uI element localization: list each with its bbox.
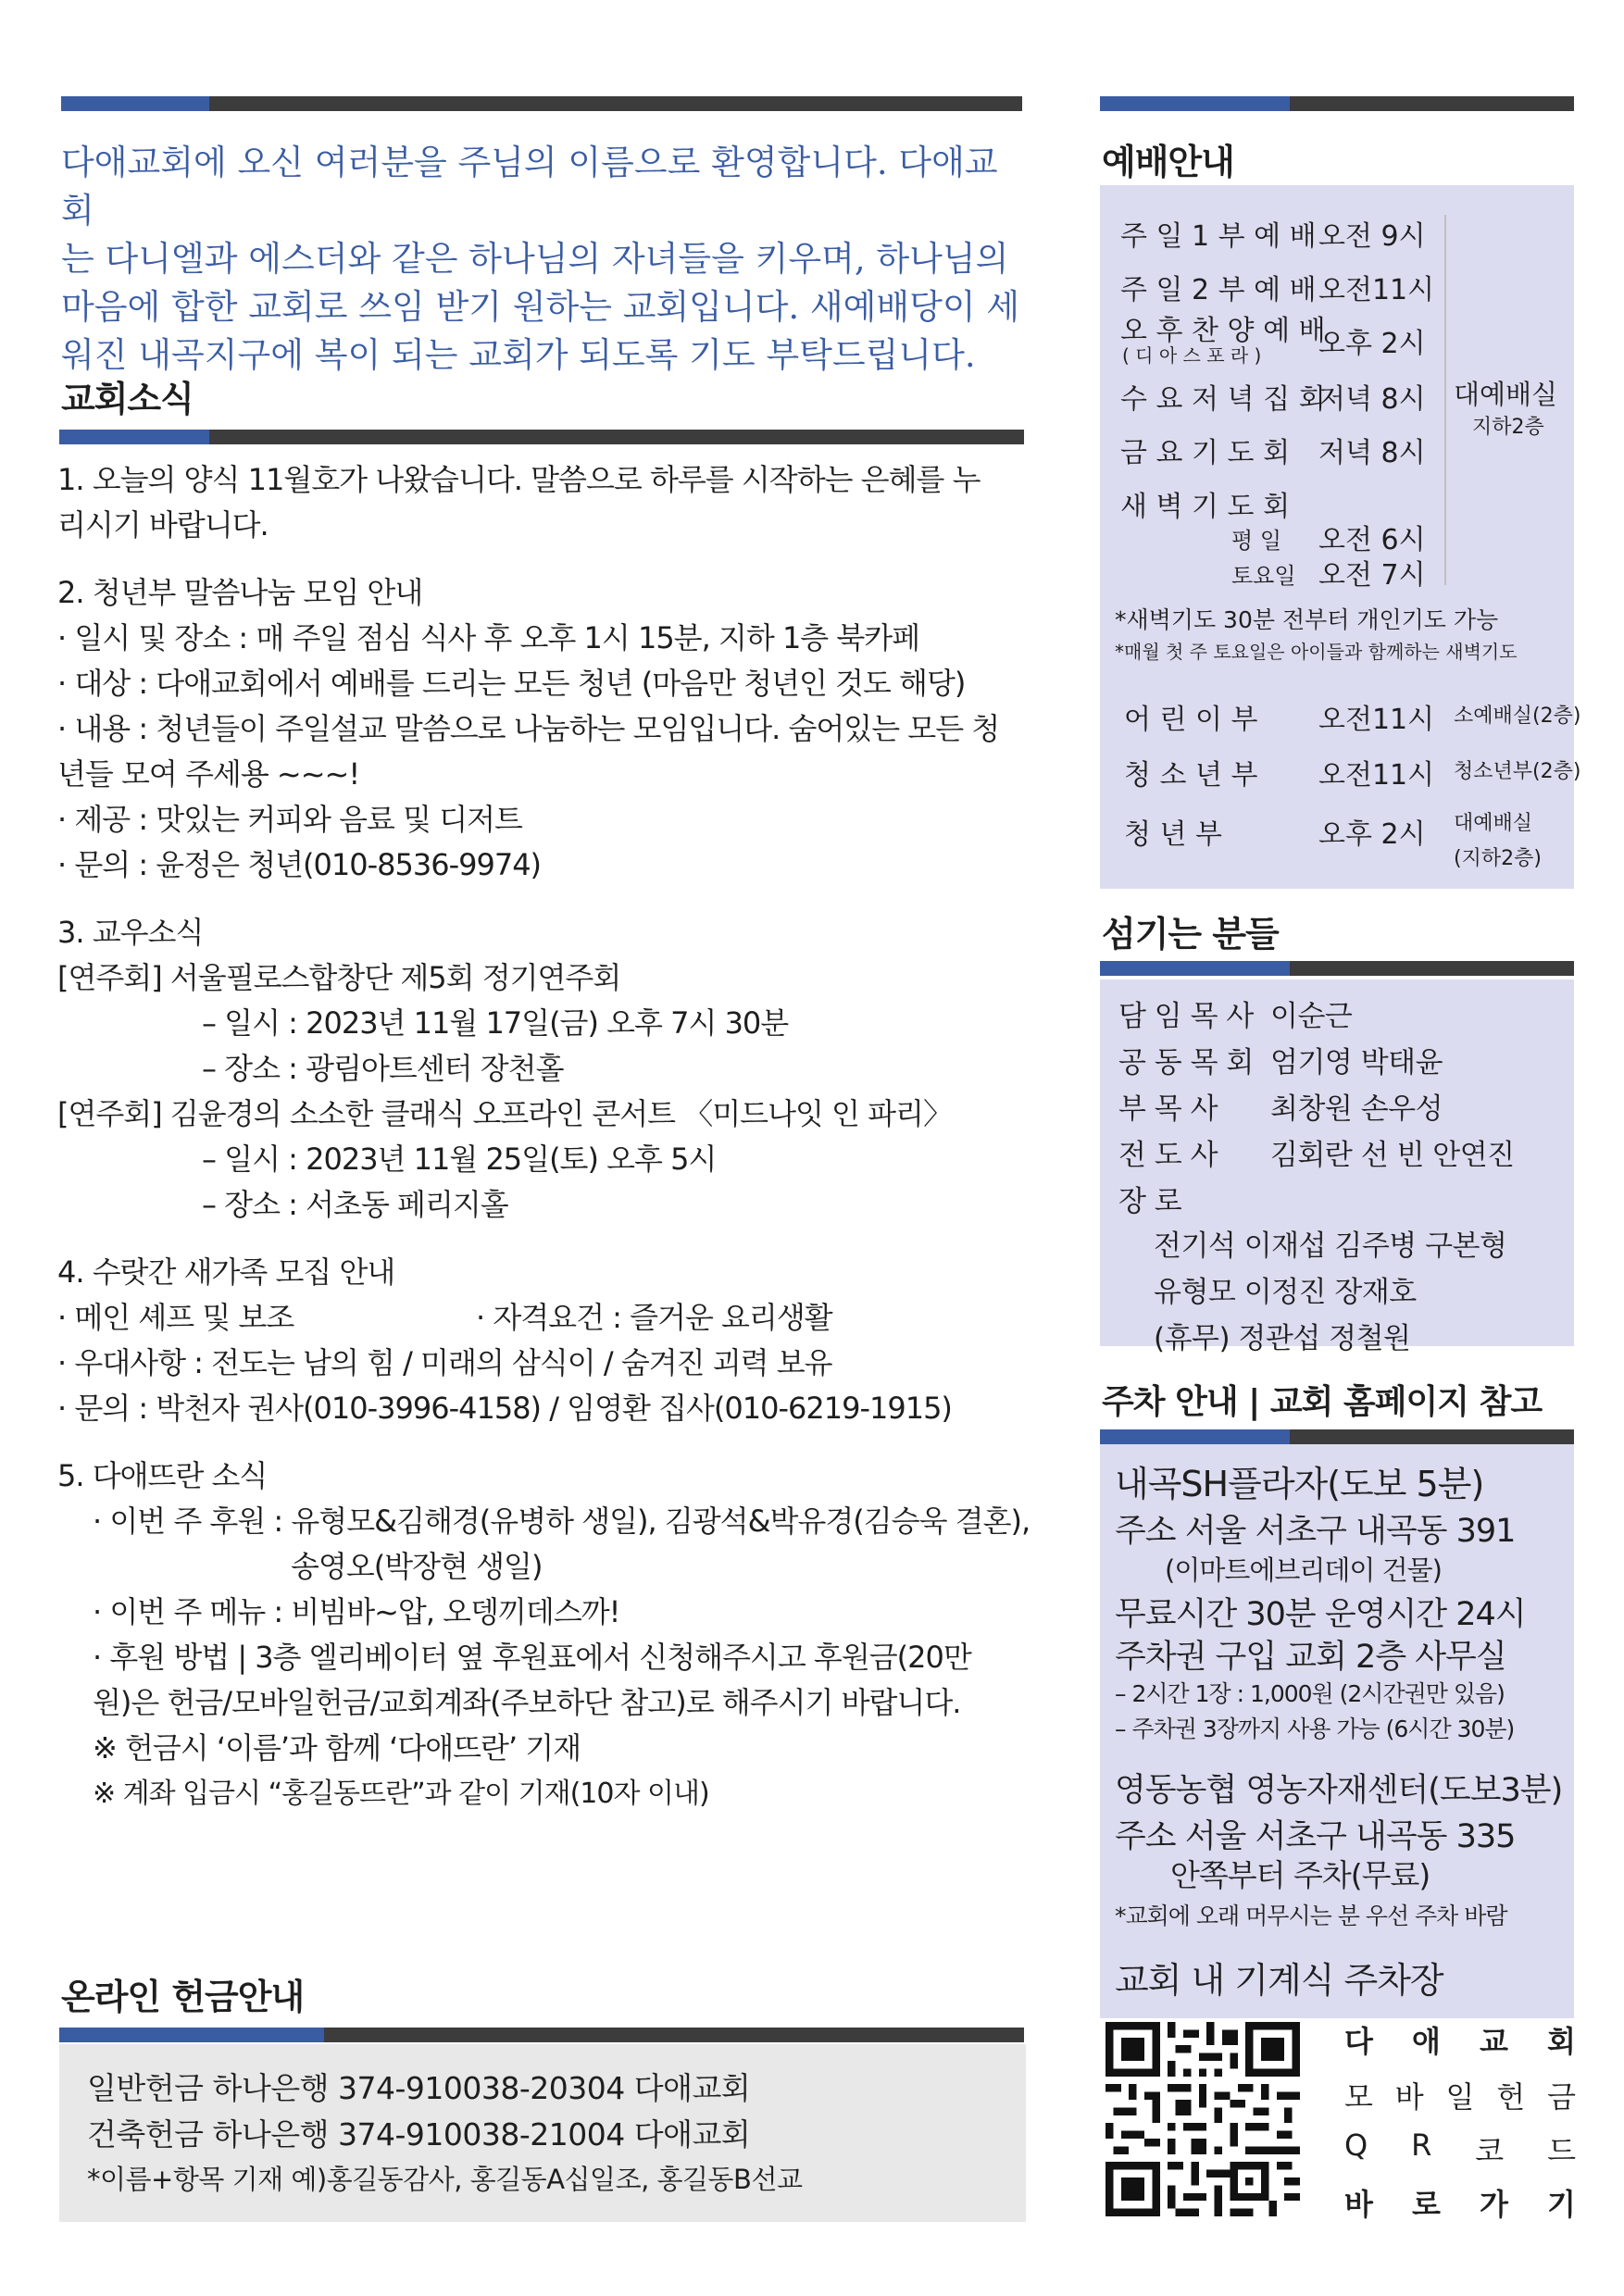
news-list (57, 457, 1031, 1816)
worship-place-floor: 지하2층 (1472, 416, 1544, 439)
service-name: 주 일 1 부 예 배 (1120, 220, 1317, 253)
service-name: 새 벽 기 도 회 (1120, 491, 1291, 523)
staff-heading: 섬기는 분들 (1102, 914, 1279, 955)
news-item-text: – 일시 : 2023년 11월 17일(금) 오후 7시 30분 (202, 1005, 789, 1041)
news-item-text: 리시기 바랍니다. (57, 507, 269, 543)
service-subname: ( 디 아 스 포 라 ) (1122, 344, 1262, 367)
qr-caption-char: 로 (1412, 2187, 1441, 2222)
staff-role: 담 임 목 사 (1118, 1000, 1254, 1033)
qr-caption-char: 다 (1344, 2024, 1373, 2059)
department-name: 어 린 이 부 (1124, 704, 1258, 736)
department-place-floor: (지하2층) (1454, 847, 1542, 870)
department-place: 청소년부(2층) (1454, 760, 1581, 783)
welcome-line: 워진 내곡지구에 복이 되는 교회가 되도록 기도 부탁드립니다. (61, 335, 976, 375)
worship-divider-line (1444, 215, 1446, 585)
qr-caption-char: R (1411, 2128, 1432, 2163)
staff-role: 공 동 목 회 (1118, 1046, 1254, 1079)
news-item-text: 5. 다애뜨란 소식 (57, 1458, 268, 1493)
staff-names: 김회란 선 빈 안연진 (1270, 1139, 1515, 1172)
service-name: 수 요 저 녁 집 회 (1120, 383, 1326, 416)
service-name: 주 일 2 부 예 배 (1120, 274, 1317, 306)
qr-caption-char: 회 (1547, 2024, 1576, 2059)
news-item-text: · 대상 : 다애교회에서 예배를 드리는 모든 청년 (마음만 청년인 것도 해당) (57, 666, 966, 701)
qr-code-icon[interactable] (1106, 2022, 1300, 2216)
qr-caption-char: 드 (1547, 2133, 1576, 2168)
news-item-text: · 제공 : 맛있는 커피와 음료 및 디저트 (57, 802, 522, 837)
parking-ticket-limit: – 주차권 3장까지 사용 가능 (6시간 30분) (1115, 1716, 1515, 1742)
department-place: 소예배실(2층) (1454, 705, 1581, 728)
qr-caption-char: 헌 (1496, 2079, 1526, 2115)
welcome-line: 다애교회에 오신 여러분을 주님의 이름으로 환영합니다. 다애교회 (61, 143, 998, 231)
parking-hours: 무료시간 30분 운영시간 24시 (1115, 1596, 1526, 1633)
service-time: 오전 7시 (1318, 559, 1426, 592)
welcome-message (61, 139, 1024, 380)
worship-place: 대예배실 (1454, 379, 1558, 410)
parking-note: 안쪽부터 주차(무료) (1170, 1857, 1430, 1893)
qr-caption-char: Q (1344, 2128, 1368, 2163)
department-time: 오전11시 (1318, 759, 1435, 792)
news-item-text: · 문의 : 윤정은 청년(010-8536-9974) (57, 847, 542, 882)
welcome-line: 는 다니엘과 에스더와 같은 하나님의 자녀들을 키우며, 하나님의 (61, 239, 1009, 279)
parking-place-title: 내곡SH플라자(도보 5분) (1115, 1464, 1484, 1504)
qr-caption-char: 바 (1344, 2187, 1373, 2222)
parking-note: *교회에 오래 머무시는 분 우선 주차 바람 (1115, 1903, 1507, 1929)
parking-address: 주소 서울 서초구 내곡동 335 (1115, 1818, 1516, 1855)
worship-heading: 예배안내 (1102, 142, 1234, 182)
parking-place-title: 교회 내 기계식 주차장 (1115, 1960, 1443, 2001)
qr-caption-char: 바 (1394, 2079, 1424, 2115)
news-item-text: – 장소 : 서초동 페리지홀 (202, 1187, 508, 1222)
qr-link-line[interactable] (1344, 2181, 1576, 2224)
welcome-line: 마음에 합한 교회로 쓰임 받기 원하는 교회입니다. 새예배당이 세 (61, 287, 1020, 327)
qr-caption-line (1344, 2018, 1576, 2061)
intro-divider (61, 96, 1022, 111)
news-item-text: – 장소 : 광림아트센터 장천홀 (202, 1051, 564, 1086)
qr-caption-char: 금 (1547, 2079, 1576, 2115)
news-item-text: · 이번 주 메뉴 : 비빔바~압, 오뎅끼데스까! (93, 1594, 620, 1629)
staff-divider (1100, 961, 1574, 976)
staff-names: 엄기영 박태윤 (1270, 1046, 1443, 1079)
staff-names: 최창원 손우성 (1270, 1092, 1443, 1126)
offering-account-building: 건축헌금 하나은행 374-910038-21004 다애교회 (87, 2116, 751, 2152)
news-item-text: 2. 청년부 말씀나눔 모임 안내 (57, 575, 423, 610)
worship-note: *새벽기도 30분 전부터 개인기도 가능 (1115, 606, 1499, 633)
service-name: 오 후 찬 양 예 배 (1120, 315, 1326, 347)
service-time: 오전11시 (1318, 274, 1435, 306)
offering-divider (59, 2028, 1024, 2042)
staff-panel (1100, 980, 1574, 1355)
service-time: 오전 9시 (1318, 220, 1426, 253)
department-place: 대예배실 (1454, 812, 1533, 835)
news-item-text: · 메인 셰프 및 보조 (57, 1300, 294, 1335)
qr-caption-line (1344, 2128, 1576, 2170)
worship-note: *매월 첫 주 토요일은 아이들과 함께하는 새벽기도 (1115, 641, 1518, 663)
news-item-text: · 문의 : 박천자 권사(010-3996-4158) / 임영환 집사(010-6219-1915) (57, 1391, 952, 1426)
qr-caption-char: 코 (1475, 2133, 1505, 2168)
news-heading: 교회소식 (61, 379, 194, 419)
offering-heading: 온라인 헌금안내 (61, 1977, 305, 2017)
elder-names: 전기석 이재섭 김주병 구본형 (1154, 1229, 1507, 1263)
qr-caption-char: 모 (1344, 2079, 1373, 2115)
news-item-text: 년들 모여 주세용 ~~~! (57, 756, 360, 792)
department-time: 오전11시 (1318, 704, 1435, 736)
news-item-text: · 자격요건 : 즐거운 요리생활 (476, 1300, 832, 1335)
parking-ticket-price: – 2시간 1장 : 1,000원 (2시간권만 있음) (1115, 1680, 1505, 1707)
parking-building: (이마트에브리데이 건물) (1165, 1554, 1442, 1586)
news-item-text: · 후원 방법 | 3층 엘리베이터 옆 후원표에서 신청해주시고 후원금(20만 (93, 1640, 971, 1675)
news-item-text: [연주회] 김윤경의 소소한 클래식 오프라인 콘서트 〈미드나잇 인 파리〉 (57, 1096, 952, 1131)
department-time: 오후 2시 (1318, 818, 1426, 851)
news-item-text: · 이번 주 후원 : 유형모&김해경(유병하 생일), 김광석&박유경(김승욱 결혼), (93, 1504, 1031, 1539)
service-time: 오후 2시 (1318, 328, 1426, 360)
news-item-text: · 일시 및 장소 : 매 주일 점심 식사 후 오후 1시 15분, 지하 1층 북카페 (57, 620, 920, 655)
service-time: 오전 6시 (1318, 524, 1426, 556)
news-item-text: 송영오(박장현 생일) (291, 1549, 543, 1584)
qr-caption-char: 교 (1480, 2024, 1508, 2059)
offering-note: *이름+항목 기재 예)홍길동감사, 홍길동A십일조, 홍길동B선교 (87, 2164, 803, 2195)
service-subname: 토요일 (1231, 563, 1296, 589)
news-item-text: ※ 계좌 입금시 “홍길동뜨란”과 같이 기재(10자 이내) (93, 1778, 709, 1810)
parking-ticket: 주차권 구입 교회 2층 사무실 (1115, 1639, 1506, 1676)
elder-names: 유형모 이정진 장재호 (1154, 1276, 1417, 1309)
news-divider (59, 430, 1024, 444)
department-name: 청 소 년 부 (1124, 759, 1258, 792)
staff-role: 장 로 (1118, 1185, 1182, 1218)
news-item-text (57, 1295, 1031, 1341)
qr-caption-char: 애 (1412, 2024, 1441, 2059)
service-time: 저녁 8시 (1318, 437, 1426, 469)
news-item-text: ※ 헌금시 ‘이름’과 함께 ‘다애뜨란’ 기재 (93, 1730, 581, 1766)
parking-place-title: 영동농협 영농자재센터(도보3분) (1115, 1772, 1563, 1809)
news-item-text: 4. 수랏간 새가족 모집 안내 (57, 1254, 395, 1290)
worship-panel (1100, 185, 1581, 889)
news-item-text: 1. 오늘의 양식 11월호가 나왔습니다. 말씀으로 하루를 시작하는 은혜를 누 (57, 462, 981, 497)
news-item-text: 원)은 헌금/모바일헌금/교회계좌(주보하단 참고)로 해주시기 바랍니다. (93, 1685, 961, 1720)
parking-heading: 주차 안내 | 교회 홈페이지 참고 (1102, 1383, 1543, 1421)
news-item-text: [연주회] 서울필로스합창단 제5회 정기연주회 (57, 960, 621, 995)
news-item-text: 3. 교우소식 (57, 915, 204, 950)
qr-caption-char: 일 (1445, 2079, 1475, 2115)
staff-names: 이순근 (1270, 1000, 1353, 1033)
staff-role: 전 도 사 (1118, 1139, 1218, 1172)
service-time: 저녁 8시 (1318, 383, 1426, 416)
worship-divider (1100, 96, 1574, 111)
parking-address: 주소 서울 서초구 내곡동 391 (1115, 1513, 1516, 1550)
elder-names: (휴무) 정관섭 정철원 (1154, 1322, 1411, 1355)
staff-role: 부 목 사 (1118, 1092, 1218, 1126)
qr-caption-line (1344, 2074, 1576, 2116)
qr-caption-char: 기 (1547, 2187, 1576, 2222)
service-name: 금 요 기 도 회 (1120, 437, 1291, 469)
department-name: 청 년 부 (1124, 818, 1223, 851)
news-item-text: – 일시 : 2023년 11월 25일(토) 오후 5시 (202, 1142, 717, 1177)
news-item-text: · 우대사항 : 전도는 남의 힘 / 미래의 삼식이 / 숨겨진 괴력 보유 (57, 1345, 832, 1380)
service-subname: 평 일 (1231, 528, 1281, 554)
parking-divider (1100, 1429, 1574, 1444)
qr-caption-char: 가 (1480, 2187, 1508, 2222)
offering-panel (59, 2044, 1026, 2222)
parking-panel (1100, 1444, 1574, 2018)
news-item-text: · 내용 : 청년들이 주일설교 말씀으로 나눔하는 모임입니다. 숨어있는 모든 청 (57, 711, 1000, 746)
offering-account-general: 일반헌금 하나은행 374-910038-20304 다애교회 (87, 2070, 751, 2106)
